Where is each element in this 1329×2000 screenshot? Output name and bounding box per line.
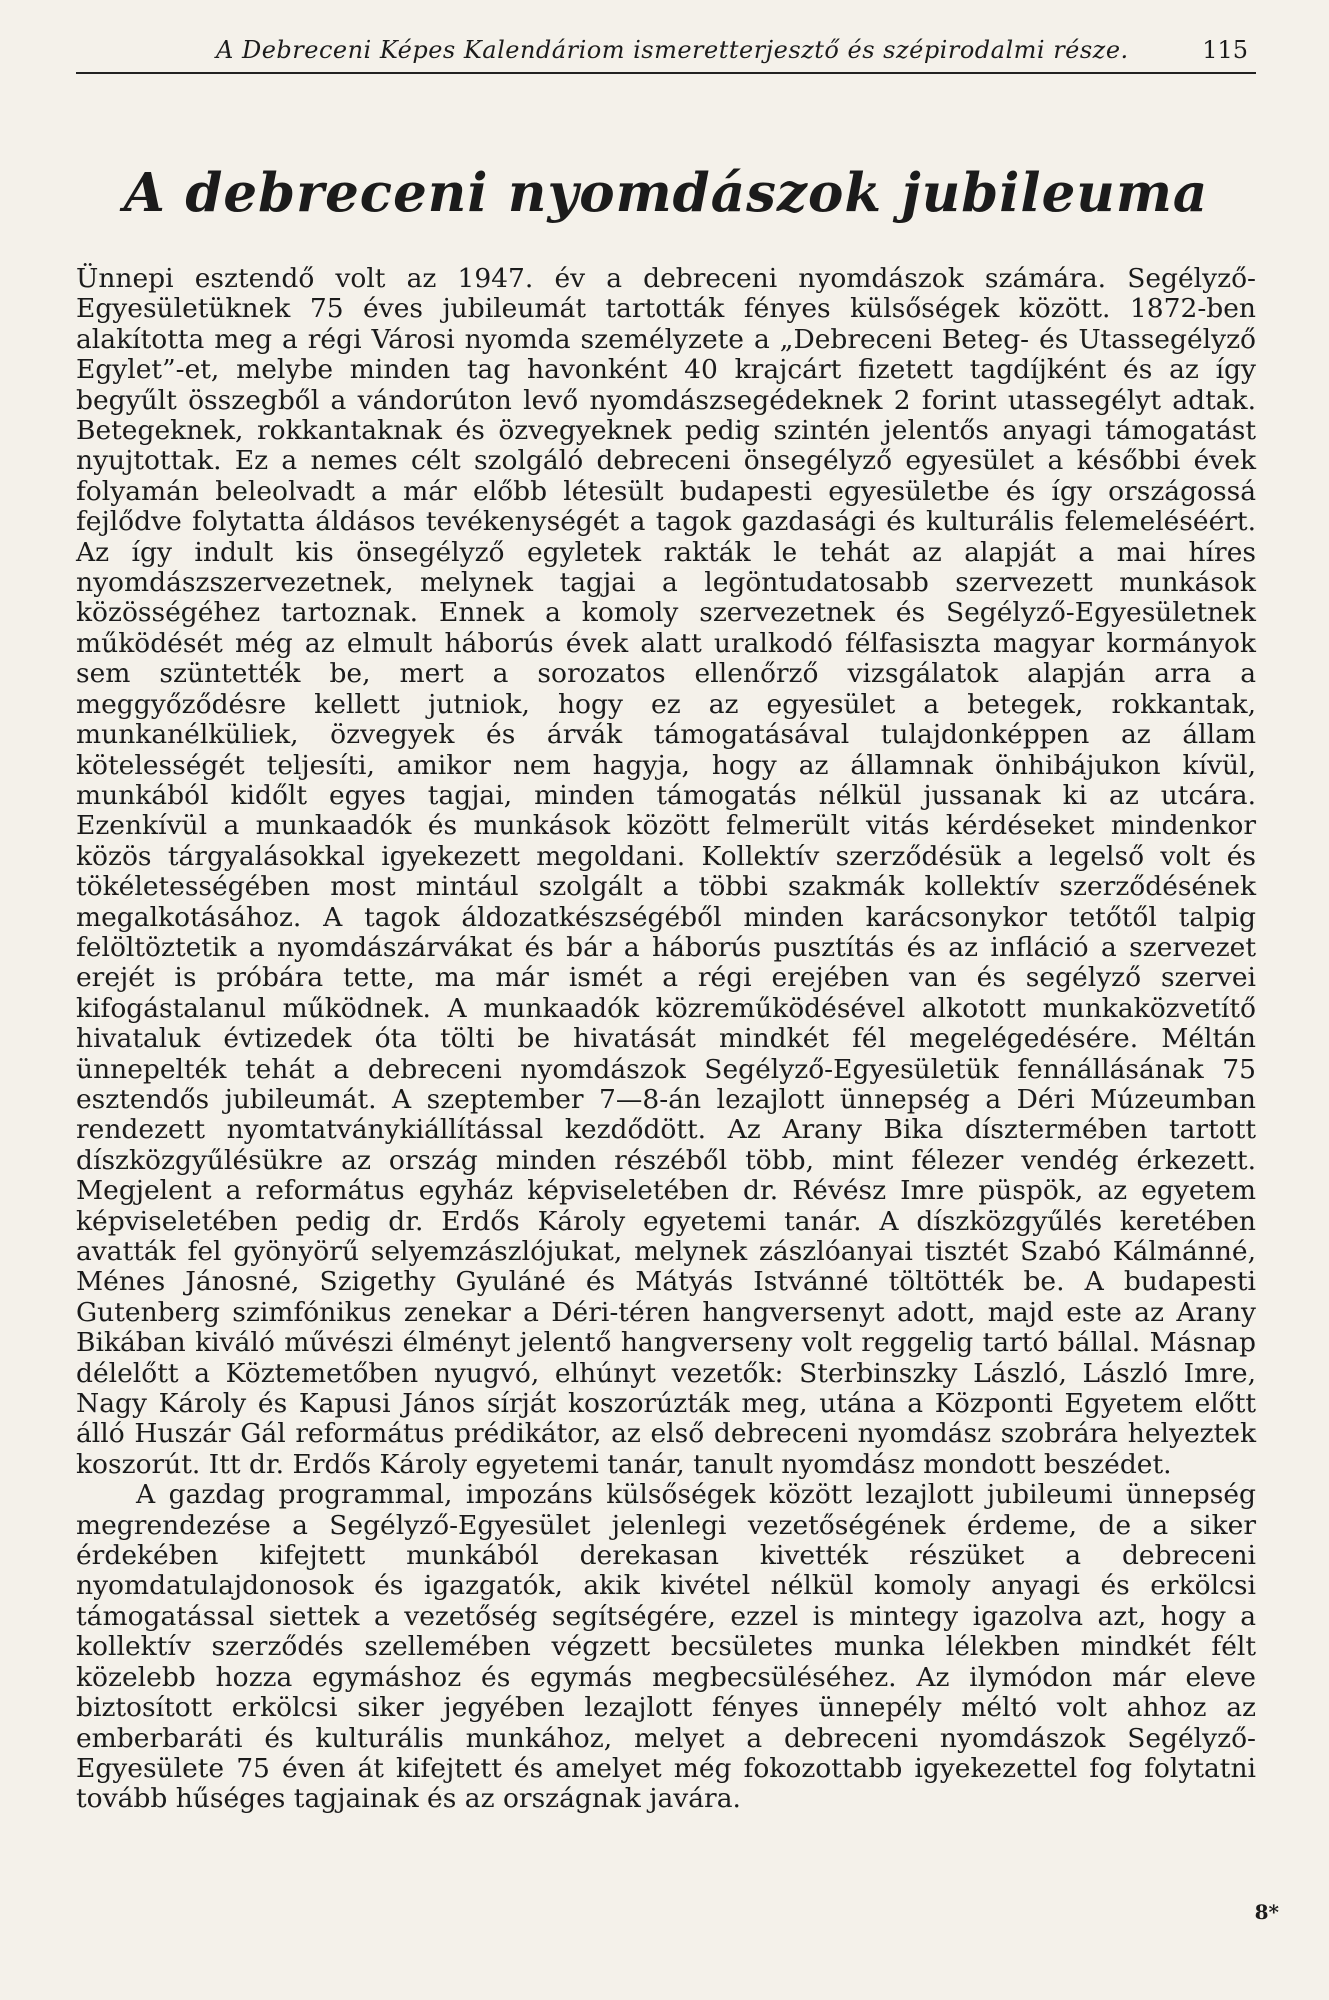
- article-title: A debreceni nyomdászok jubileuma: [123, 162, 1209, 224]
- document-page: [76, 36, 1256, 1815]
- running-header: [76, 36, 1256, 74]
- paragraph: Ünnepi esztendő volt az 1947. év a debreceni nyomdászok számára. Segélyző-Egyesületüknek 75 éves jubileumát tartották fényes külsőségek között. 1872-ben alakította meg a régi Városi nyomda személyzete a „Debreceni Beteg- és Utassegélyző Egylet”-et, melybe minden tag havonként 40 krajcárt fizetett tagdíjként és az így begyűlt összegből a vándorúton levő nyomdászsegédeknek 2 forint utassegélyt adtak. Betegeknek, rokkantaknak és özvegyeknek pedig szintén jelentős anyagi támogatást nyujtottak. Ez a nemes célt szolgáló debreceni önsegélyző egyesület a későbbi évek folyamán beleolvadt a már előbb létesült budapesti egyesületbe és így országossá fejlődve folytatta áldásos tevékenységét a tagok gazdasági és kulturális felemeléséért. Az így indult kis önsegélyző egyletek rakták le tehát az alapját a mai híres nyomdászszervezetnek, melynek tagjai a legöntudatosabb szervezett munkások közösségéhez tartoznak. Ennek a komoly szervezetnek és Segélyző-Egyesületnek működését még az elmult háborús évek alatt uralkodó félfasiszta magyar kormányok sem szüntették be, mert a sorozatos ellenőrző vizsgálatok alapján arra a meggyőződésre kellett jutniok, hogy ez az egyesület a betegek, rokkantak, munkanélküliek, özvegyek és árvák támogatásával tulajdonképpen az állam kötelességét teljesíti, amikor nem hagyja, hogy az államnak önhibájukon kívül, munkából kidőlt egyes tagjai, minden támogatás nélkül jussanak ki az utcára. Ezenkívül a munkaadók és munkások között felmerült vitás kérdéseket mindenkor közös tárgyalásokkal igyekezett megoldani. Kollektív szerződésük a legelső volt és tökéletességében most mintául szolgált a többi szakmák kollektív szerződésének megalkotásához. A tagok áldozatkészségéből minden karácsonykor tetőtől talpig felöltöztetik a nyomdászárvákat és bár a háborús pusztítás és az infláció a szervezet erejét is próbára tette, ma már ismét a régi erejében van és segélyző szervei kifogástalanul működnek. A munkaadók közreműködésével alkotott munkaközvetítő hivataluk évtizedek óta tölti be hivatását mindkét fél megelégedésére. Méltán ünnepelték tehát a debreceni nyomdászok Segélyző-Egyesületük fennállásának 75 esztendős jubileumát. A szeptember 7—8-án lezajlott ünnepség a Déri Múzeumban rendezett nyomtatványkiállítással kezdődött. Az Arany Bika dísztermében tartott díszközgyűlésükre az ország minden részéből több, mint félezer vendég érkezett. Megjelent a református egyház képviseletében dr. Révész Imre püspök, az egyetem képviseletében pedig dr. Erdős Károly egyetemi tanár. A díszközgyűlés keretében avatták fel gyönyörű selyemzászlójukat, melynek zászlóanyai tisztét Szabó Kálmánné, Ménes Jánosné, Szigethy Gyuláné és Mátyás Istvánné töltötték be. A budapesti Gutenberg szimfónikus zenekar a Déri-téren hangversenyt adott, majd este az Arany Bikában kiváló művészi élményt jelentő hangverseny volt reggelig tartó bállal. Másnap délelőtt a Köztemetőben nyugvó, elhúnyt vezetők: Sterbinszky László, László Imre, Nagy Károly és Kapusi János sírját koszorúzták meg, utána a Központi Egyetem előtt álló Huszár Gál református prédikátor, az első debreceni nyomdász szobrára helyeztek koszorút. Itt dr. Erdős Károly egyetemi tanár, tanult nyomdász mondott beszédet.: [76, 263, 1256, 1480]
- running-title: A Debreceni Képes Kalendáriom ismeretterjesztő és szépirodalmi része.: [216, 36, 1129, 64]
- paragraph: A gazdag programmal, impozáns külsőségek között lezajlott jubileumi ünnepség megrendezése a Segélyző-Egyesület jelenlegi vezetőségének érdeme, de a siker érdekében kifejtett munkából derekasan kivették részüket a debreceni nyomdatulajdonosok és igazgatók, akik kivétel nélkül komoly anyagi és erkölcsi támogatással siettek a vezetőség segítségére, ezzel is mintegy igazolva azt, hogy a kollektív szerződés szellemében végzett becsületes munka lélekben mindkét félt közelebb hozza egymáshoz és egymás megbecsüléséhez. Az ilymódon már eleve biztosított erkölcsi siker jegyében lezajlott fényes ünnepély méltó volt ahhoz az emberbaráti és kulturális munkához, melyet a debreceni nyomdászok Segélyző-Egyesülete 75 éven át kifejtett és amelyet még fokozottabb igyekezettel fog folytatni tovább hűséges tagjainak és az országnak javára.: [76, 1479, 1256, 1815]
- page-number: 115: [1202, 36, 1248, 64]
- article-body: [76, 264, 1256, 1815]
- printer-signature-mark: 8*: [1254, 1900, 1279, 1924]
